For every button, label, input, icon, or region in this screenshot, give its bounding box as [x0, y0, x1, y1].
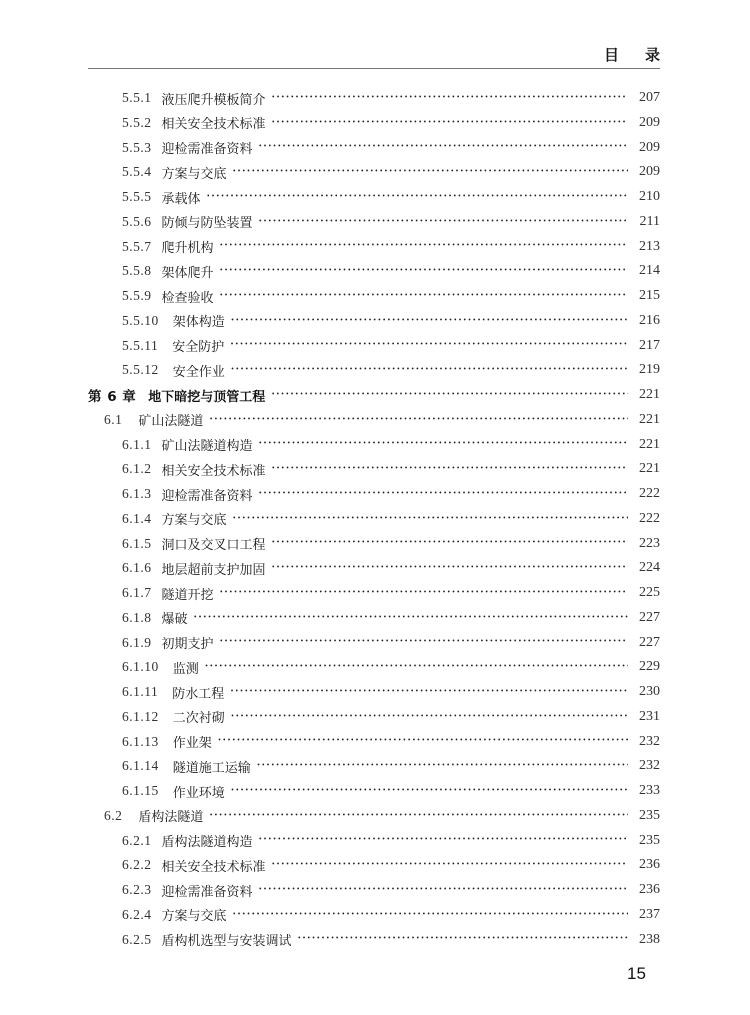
toc-entry-number: 5.5.2 [122, 114, 152, 130]
toc-entry-page: 225 [639, 585, 660, 600]
dot-leader [272, 457, 628, 482]
toc-entry[interactable] [0, 581, 660, 605]
toc-entry-page: 207 [639, 90, 660, 105]
toc-entry-title: 迎检需准备资料 [161, 142, 253, 157]
toc-entry-number: 5.5.12 [122, 362, 159, 378]
toc-entry[interactable] [0, 804, 660, 828]
toc-entry-title: 盾构法隧道 [138, 810, 204, 826]
toc-entry-page: 232 [639, 758, 660, 774]
toc-entry-title: 盾构法隧道构造 [161, 835, 253, 850]
toc-entry-number: 6.1.5 [122, 535, 152, 551]
toc-entry-page: 236 [639, 857, 660, 873]
toc-entry-number: 6.2.5 [122, 931, 152, 947]
toc-entry-number: 6.1.6 [122, 560, 152, 576]
toc-entry[interactable] [0, 655, 660, 679]
toc-entry[interactable] [0, 136, 660, 160]
header-char-lu: 录 [644, 46, 660, 64]
toc-entry-number: 6.1.13 [122, 733, 159, 749]
dot-leader [259, 210, 628, 235]
toc-entry-page: 221 [639, 387, 660, 402]
toc-entry-page: 224 [639, 560, 660, 576]
toc-entry-number: 6.1.11 [122, 684, 159, 699]
page-number: 15 [627, 964, 646, 983]
toc-entry-page: 213 [639, 238, 660, 254]
dot-leader [220, 259, 628, 284]
toc-entry-title: 迎检需准备资料 [161, 884, 253, 900]
toc-entry-page: 223 [639, 535, 660, 551]
toc-entry[interactable] [0, 556, 660, 580]
toc-entry[interactable] [0, 631, 660, 655]
toc-entry-page: 221 [639, 436, 660, 452]
toc-entry-number: 6.1.3 [122, 486, 152, 501]
dot-leader [231, 779, 628, 804]
toc-entry-page: 235 [639, 832, 660, 848]
toc-entry-number: 6.1.2 [122, 461, 152, 477]
dot-leader [257, 754, 628, 779]
toc-entry[interactable] [0, 358, 660, 382]
toc-entry-page: 217 [639, 337, 660, 353]
dot-leader [272, 531, 628, 556]
toc-entry-title: 监测 [172, 661, 199, 677]
toc-entry-title: 初期支护 [161, 637, 214, 652]
toc-entry-page: 219 [639, 362, 660, 378]
toc-entry[interactable] [0, 705, 660, 729]
dot-leader [194, 606, 628, 631]
toc-entry[interactable] [0, 210, 660, 234]
toc-entry-number: 6.2 [104, 807, 123, 823]
toc-entry-title: 地下暗挖与顶管工程 [148, 389, 266, 405]
toc-entry-number: 第 6 章 [88, 389, 137, 405]
dot-leader [259, 878, 628, 903]
toc-entry-number: 6.1.10 [122, 659, 159, 675]
toc-entry-number: 6.1.4 [122, 510, 152, 526]
toc-entry[interactable] [0, 185, 660, 209]
toc-entry-page: 215 [639, 288, 660, 303]
toc-entry-page: 232 [639, 733, 660, 749]
toc-entry[interactable] [0, 606, 660, 630]
toc-entry-number: 5.5.7 [122, 238, 152, 254]
toc-entry-title: 地层超前支护加固 [161, 562, 266, 578]
toc-entry-number: 5.5.11 [122, 337, 159, 353]
dot-leader [209, 804, 628, 829]
toc-entry[interactable] [0, 259, 660, 283]
toc-entry-title: 相关安全技术标准 [161, 859, 266, 875]
toc-entry[interactable] [0, 334, 660, 358]
toc-entry-page: 222 [639, 510, 660, 526]
toc-entry-page: 216 [639, 312, 660, 328]
dot-leader [220, 284, 628, 309]
dot-leader [231, 358, 628, 383]
toc-entry-title: 防倾与防坠装置 [161, 216, 253, 232]
toc-entry-page: 231 [639, 708, 660, 724]
toc-entry-page: 227 [639, 609, 660, 625]
dot-leader [233, 160, 628, 185]
toc-entry[interactable] [0, 86, 660, 110]
toc-entry[interactable] [0, 284, 660, 308]
toc-entry[interactable] [0, 903, 660, 927]
toc-entry-number: 5.5.9 [122, 288, 152, 303]
toc-entry[interactable] [0, 309, 660, 333]
toc-entry[interactable] [0, 408, 660, 432]
toc-entry-title: 架体爬升 [161, 265, 214, 281]
toc-entry[interactable] [0, 160, 660, 184]
toc-entry[interactable] [0, 680, 660, 704]
toc-entry-page: 209 [639, 114, 660, 130]
toc-entry-title: 矿山法隧道构造 [161, 439, 253, 454]
toc-entry-page: 210 [639, 189, 660, 204]
dot-leader [233, 507, 628, 532]
toc-entry-title: 相关安全技术标准 [161, 117, 266, 133]
toc-entry[interactable] [0, 853, 660, 877]
toc-entry-title: 安全作业 [172, 364, 225, 380]
header-char-mu: 目 [603, 46, 619, 64]
toc-entry[interactable] [0, 383, 660, 407]
dot-leader [272, 86, 628, 111]
toc-entry-title: 防水工程 [172, 686, 225, 702]
toc-entry-page: 230 [639, 684, 660, 699]
toc-entry-number: 5.5.10 [122, 312, 159, 328]
dot-leader [220, 630, 628, 655]
dot-leader [271, 383, 628, 408]
dot-leader [218, 729, 628, 754]
toc-entry-number: 5.5.8 [122, 263, 152, 279]
toc-entry[interactable] [0, 532, 660, 556]
toc-entry-number: 5.5.3 [122, 139, 152, 155]
toc-entry-page: 211 [639, 213, 660, 229]
toc-entry-page: 233 [639, 783, 660, 798]
toc-entry-page: 222 [639, 486, 660, 501]
toc-entry-title: 二次衬砌 [172, 711, 225, 727]
dot-leader [205, 655, 628, 680]
dot-leader [259, 135, 628, 160]
dot-leader [209, 408, 628, 433]
toc-entry-page: 227 [639, 634, 660, 650]
toc-entry-number: 5.5.5 [122, 189, 152, 204]
dot-leader [220, 234, 628, 259]
toc-entry[interactable] [0, 730, 660, 754]
toc-entry[interactable] [0, 235, 660, 259]
toc-entry-title: 作业环境 [172, 785, 225, 801]
toc-entry-title: 相关安全技术标准 [161, 463, 266, 479]
toc-entry[interactable] [0, 779, 660, 803]
dot-leader [259, 828, 628, 853]
toc-entry-number: 6.1.7 [122, 585, 152, 600]
toc-entry-number: 6.1.1 [122, 436, 152, 452]
dot-leader [233, 903, 628, 928]
toc-entry[interactable] [0, 457, 660, 481]
dot-leader [231, 309, 628, 334]
toc-entry[interactable] [0, 829, 660, 853]
toc-entry-number: 5.5.6 [122, 213, 152, 229]
toc-entry-number: 6.1.15 [122, 783, 159, 798]
toc-entry-title: 方案与交底 [161, 513, 227, 529]
toc-entry-page: 235 [639, 807, 660, 823]
toc-entry-page: 237 [639, 906, 660, 922]
dot-leader [231, 705, 628, 730]
toc-entry-number: 5.5.1 [122, 90, 152, 105]
toc-entry-title: 安全防护 [172, 340, 225, 355]
toc-entry-page: 221 [639, 411, 660, 427]
toc-entry-number: 6.1.8 [122, 609, 152, 625]
toc-entry-title: 架体构造 [172, 315, 225, 331]
toc-entry-page: 209 [639, 139, 660, 155]
toc-entry-number: 6.2.3 [122, 882, 152, 897]
toc-entry[interactable] [0, 433, 660, 457]
dot-leader [272, 853, 628, 878]
toc-entry-page: 238 [639, 931, 660, 947]
dot-leader [272, 556, 628, 581]
toc-entry-page: 221 [639, 461, 660, 477]
toc-entry-number: 6.1 [104, 411, 123, 427]
toc-entry-number: 6.1.9 [122, 634, 152, 650]
toc-entry-title: 承载体 [161, 191, 201, 207]
toc-entry[interactable] [0, 507, 660, 531]
toc-entry[interactable] [0, 482, 660, 506]
dot-leader [298, 927, 628, 952]
toc-entry-page: 236 [639, 882, 660, 897]
toc-entry-title: 隧道开挖 [161, 587, 214, 603]
toc-entry-title: 爬升机构 [161, 241, 214, 256]
toc-entry-number: 6.2.1 [122, 832, 152, 848]
dot-leader [272, 111, 628, 136]
toc-entry-title: 爆破 [161, 612, 188, 628]
toc-entry[interactable] [0, 111, 660, 135]
toc-entry-number: 6.1.12 [122, 708, 159, 724]
dot-leader [220, 581, 628, 606]
toc-entry-title: 作业架 [172, 736, 212, 751]
dot-leader [230, 333, 628, 358]
toc-entry-title: 洞口及交叉口工程 [161, 538, 266, 553]
dot-leader [259, 482, 628, 507]
toc-entry-title: 矿山法隧道 [138, 414, 204, 430]
dot-leader [259, 432, 628, 457]
toc-entry-number: 6.2.4 [122, 906, 152, 922]
header-rule [88, 68, 660, 69]
toc-entry-page: 229 [639, 659, 660, 675]
toc-entry[interactable] [0, 928, 660, 952]
toc-entry-title: 方案与交底 [161, 909, 227, 925]
toc-entry-number: 6.1.14 [122, 758, 159, 774]
toc-entry-title: 盾构机选型与安装调试 [161, 934, 292, 949]
dot-leader [230, 680, 628, 705]
toc-entry-number: 6.2.2 [122, 857, 152, 873]
toc-entry-title: 隧道施工运输 [172, 760, 251, 776]
toc-entry-title: 检查验收 [161, 290, 214, 306]
dot-leader [207, 185, 628, 210]
toc-entry-page: 209 [639, 164, 660, 180]
toc-entry-title: 迎检需准备资料 [161, 488, 253, 504]
toc-entry[interactable] [0, 754, 660, 778]
toc-entry[interactable] [0, 878, 660, 902]
running-header-title [604, 44, 660, 65]
toc-entry-title: 液压爬升模板简介 [161, 92, 266, 108]
toc-entry-title: 方案与交底 [161, 166, 227, 182]
toc-entry-number: 5.5.4 [122, 164, 152, 180]
toc-entry-page: 214 [639, 263, 660, 279]
